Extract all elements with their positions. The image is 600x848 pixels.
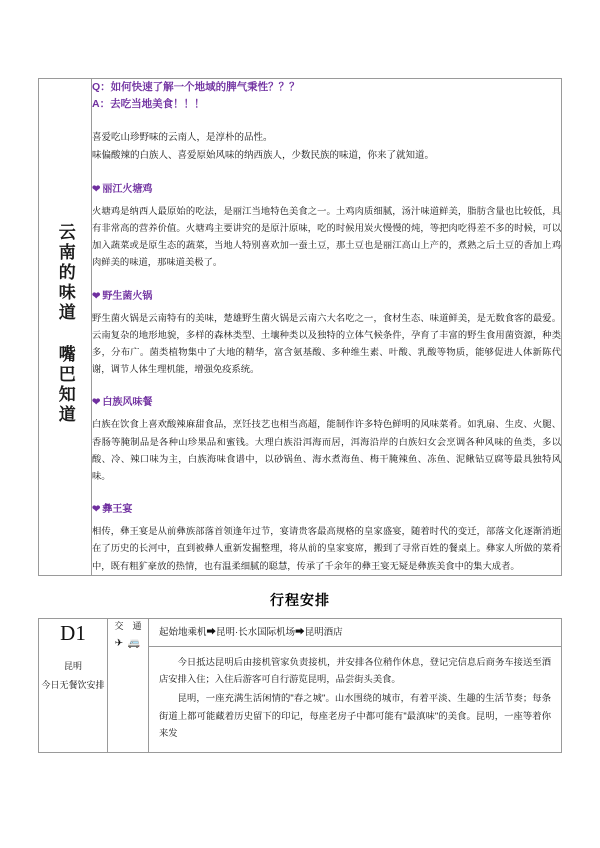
qa-question: Q：如何快速了解一个地域的脾气秉性？？？ [92,81,300,93]
route-paragraph-2: 昆明，一座充满生活闲情的"春之城"。山水围绕的城市，有着平淡、生趣的生活节奏；每条街道上都可能藏着历史留下的印记，每座老房子中都可能有"最滇味"的美食。昆明，一座等着你来发 [159,693,551,738]
intro-line-1: 喜爱吃山珍野味的云南人，是淳朴的品性。 [92,131,273,143]
route-summary: 起始地乘机➡昆明·长水国际机场➡昆明酒店 [149,619,561,647]
food-section-body-1: 火塘鸡是纳西人最原始的吃法，是丽江当地特色美食之一。土鸡肉质细腻，汤汁味道鲜美，脂肪含量也比较低，具有非常高的营养价值。火塘鸡主要讲究的是原汁原味，吃的时候用炭火慢慢的炖，等把肉吃得差不多的时候，可以加入蔬菜或是原生态的蔬菜，当地人特别喜欢加一蚕土豆，那土豆也是丽江高山上产的，煮熟之后土豆的香加上鸡肉鲜美的味道，那味道美极了。 [92,205,561,268]
itinerary-title: 行程安排 [270,593,330,609]
food-section-title-2: 野生菌火锅 [102,290,153,302]
day-subtitle-city: 昆明 [63,661,82,672]
food-section-body-2: 野生菌火锅是云南特有的美味，楚雄野生菌火锅是云南六大名吃之一，食材生态、味道鲜美，是无数食客的最爱。云南复杂的地形地貌，多样的森林类型、土壤种类以及独特的立体气候条件，孕育了丰富的野生食用菌资源，种类多，分布广。菌类植物集中了大地的精华，富含氨基酸、多种维生素、叶酸、乳酸等物质，能够促进人体新陈代谢，调节人体生理机能，增强免疫系统。 [92,312,561,375]
qa-answer: A：去吃当地美食！！！ [92,98,205,111]
heart-icon: ❤ [92,183,101,195]
itinerary-table [38,618,562,753]
food-section-heading-2 [92,289,561,305]
intro-line-2: 味偏酸辣的白族人、喜爱原始风味的纳西族人，少数民族的味道，你来了就知道。 [92,150,435,162]
plane-bus-icon: ✈ 🚐 [114,638,142,650]
food-section-title-4: 彝王宴 [102,504,133,516]
traffic-cell [108,618,149,752]
food-section-heading-3 [92,395,561,411]
day-cell [39,618,108,752]
route-paragraph-1: 今日抵达昆明后由接机管家负责接机，并安排各位稍作休息，登记完信息后商务车接送至酒店安排入住；入住后游客可自行游览昆明，品尝街头美食。 [159,656,551,685]
food-section-heading-4 [92,502,561,518]
food-content-cell [92,79,562,576]
route-description [149,647,561,752]
heart-icon: ❤ [92,397,101,409]
day-subtitle-meals: 今日无餐饮安排 [41,680,105,691]
heart-icon: ❤ [92,290,101,302]
food-section-title-1: 丽江火塘鸡 [102,183,153,195]
traffic-label: 交 通 [114,620,142,631]
food-section-heading-1 [92,182,561,198]
table-row [39,618,562,752]
food-culture-table [38,78,562,576]
route-cell [149,618,562,752]
food-section-body-4: 相传，彝王宴是从前彝族部落首领逢年过节，宴请贵客最高规格的皇家盛宴，随着时代的变迁，部落文化逐渐消逝在了历史的长河中，直到被彝人重新发掘整理，将从前的皇家宴席，搬到了寻常百姓的餐桌上。彝家人所做的菜肴中，既有粗犷豪放的热情，也有温柔细腻的聪慧，传承了千余年的彝王宴无疑是彝族美食中的集大成者。 [92,526,561,571]
heart-icon: ❤ [92,504,101,516]
side-title-cell [39,79,92,576]
day-code: D1 [60,620,86,645]
table-row [39,79,562,576]
section-vertical-title: 云南的味道 嘴巴知道 [55,223,75,426]
food-section-title-3: 白族风味餐 [102,397,153,409]
food-section-body-3: 白族在饮食上喜欢酸辣麻甜食品，烹饪技艺也相当高超，能制作许多特色鲜明的风味菜肴。如乳扇、生皮、火腿、香肠等腌制品是各种山珍果品和蜜钱。大理白族沿洱海而居，洱海沿岸的白族妇女会烹调各种风味的鱼类，多以酸、冷、辣口味为主，白族海味食谱中，以砂锅鱼、海水煮海鱼、梅干腌辣鱼、冻鱼、泥鳅钻豆腐等最具独特风味。 [92,419,561,481]
